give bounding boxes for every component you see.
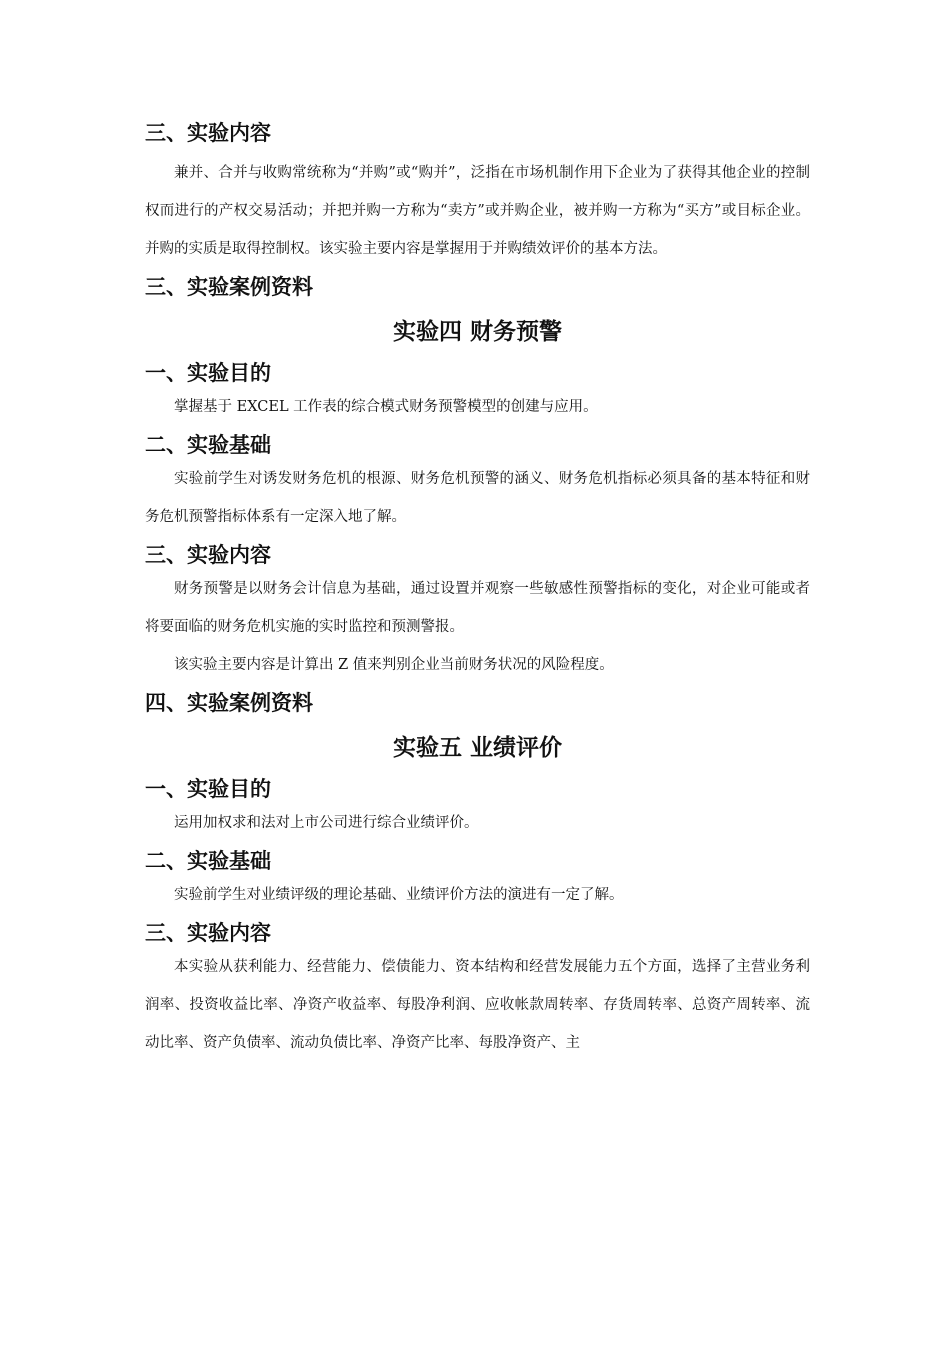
exp4-paragraph-content-2: 该实验主要内容是计算出 Z 值来判别企业当前财务状况的风险程度。 bbox=[174, 657, 614, 673]
exp5-heading-purpose: 一、实验目的 bbox=[145, 777, 271, 801]
experiment-5-title: 实验五 业绩评价 bbox=[392, 735, 562, 761]
exp4-paragraph-purpose: 掌握基于 EXCEL 工作表的综合模式财务预警模型的创建与应用。 bbox=[174, 399, 598, 415]
document-page bbox=[145, 118, 810, 1062]
exp4-heading-purpose: 一、实验目的 bbox=[145, 361, 271, 385]
exp4-paragraph-basis: 实验前学生对诱发财务危机的根源、财务危机预警的涵义、财务危机指标必须具备的基本特征和财务危机预警指标体系有一定深入地了解。 bbox=[145, 471, 810, 525]
section-heading-experiment-content: 三、实验内容 bbox=[145, 121, 271, 145]
exp4-heading-case: 四、实验案例资料 bbox=[145, 691, 313, 715]
paragraph-merger-definition: 兼并、合并与收购常统称为“并购”或“购并”，泛指在市场机制作用下企业为了获得其他企业的控制权而进行的产权交易活动；并把并购一方称为“卖方”或并购企业，被并购一方称为“买方”或目标企业。并购的实质是取得控制权。该实验主要内容是掌握用于并购绩效评价的基本方法。 bbox=[145, 165, 810, 257]
section-heading-case-materials: 三、实验案例资料 bbox=[145, 275, 313, 299]
exp5-paragraph-basis: 实验前学生对业绩评级的理论基础、业绩评价方法的演进有一定了解。 bbox=[174, 887, 624, 903]
exp4-heading-basis: 二、实验基础 bbox=[145, 433, 271, 457]
exp5-paragraph-content: 本实验从获利能力、经营能力、偿债能力、资本结构和经营发展能力五个方面，选择了主营业务利润率、投资收益比率、净资产收益率、每股净利润、应收帐款周转率、存货周转率、总资产周转率、流动比率、资产负债率、流动负债比率、净资产比率、每股净资产、主 bbox=[145, 959, 810, 1051]
exp4-paragraph-content-1: 财务预警是以财务会计信息为基础，通过设置并观察一些敏感性预警指标的变化，对企业可能或者将要面临的财务危机实施的实时监控和预测警报。 bbox=[145, 581, 810, 635]
exp5-paragraph-purpose: 运用加权求和法对上市公司进行综合业绩评价。 bbox=[174, 815, 479, 831]
experiment-4-title: 实验四 财务预警 bbox=[392, 319, 562, 345]
exp5-heading-content: 三、实验内容 bbox=[145, 921, 271, 945]
exp5-heading-basis: 二、实验基础 bbox=[145, 849, 271, 873]
exp4-heading-content: 三、实验内容 bbox=[145, 543, 271, 567]
